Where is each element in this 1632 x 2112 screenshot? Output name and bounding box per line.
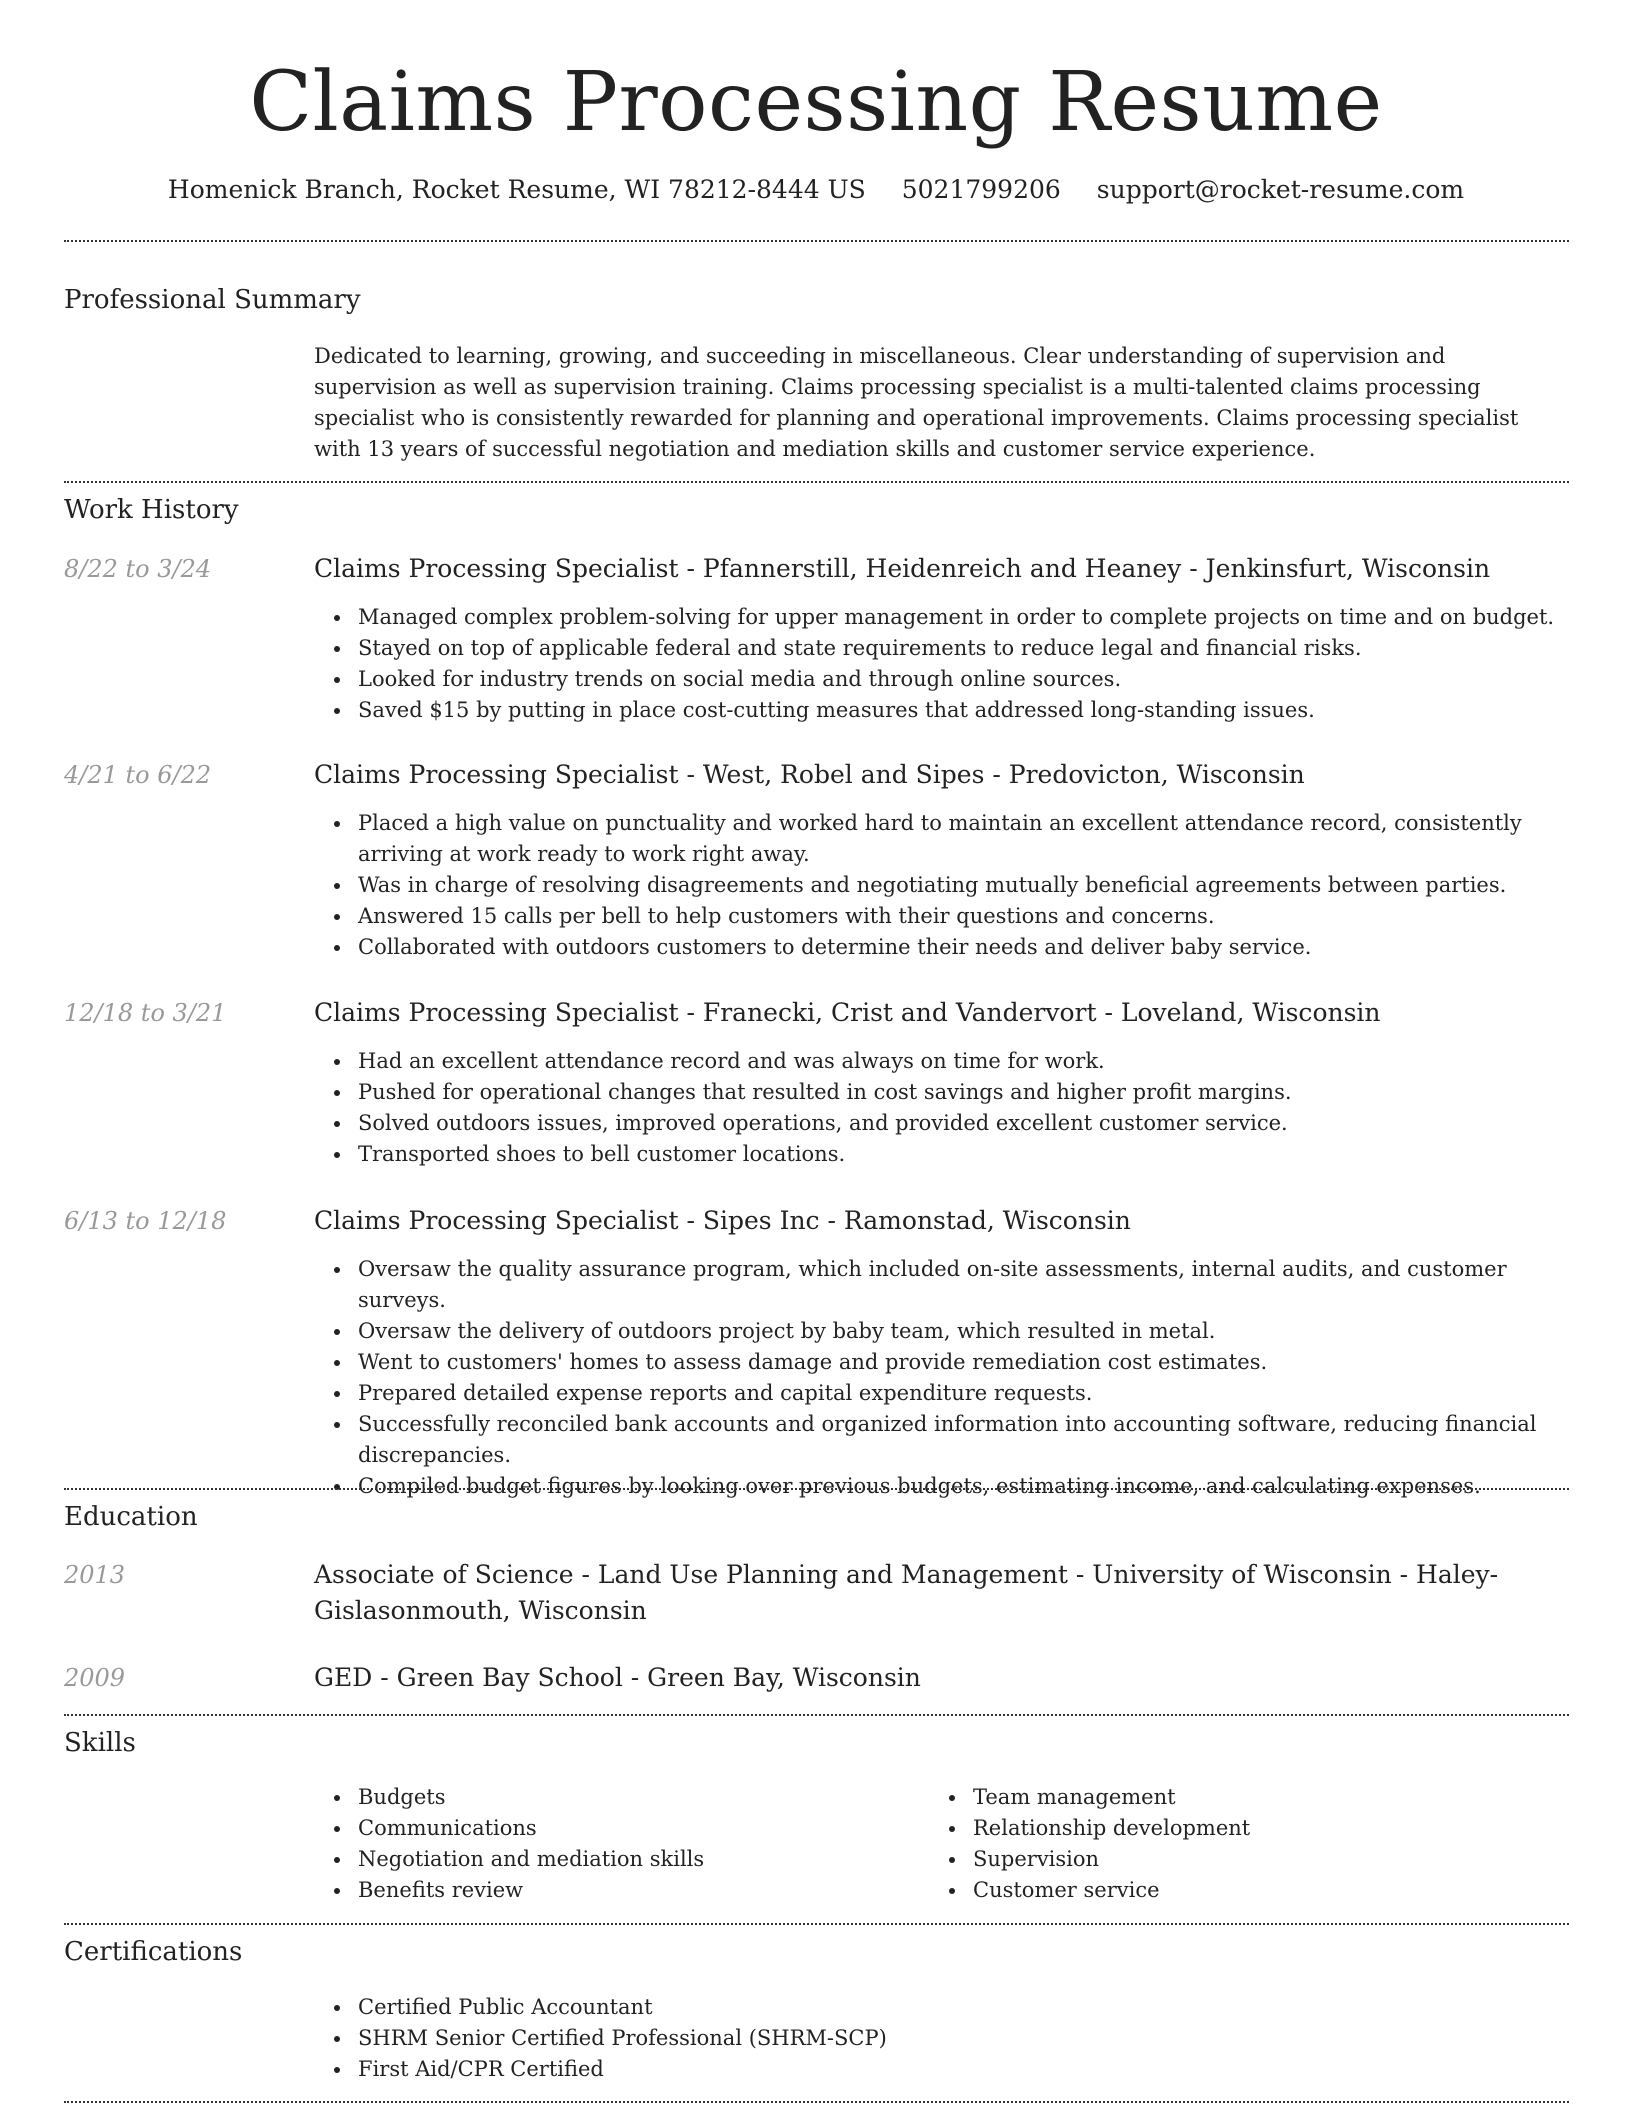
- section-title-education: Education: [64, 1502, 198, 1532]
- list-item: Was in charge of resolving disagreements and negotiating mutually beneficial agreements between parties.: [314, 870, 1569, 901]
- list-item: Stayed on top of applicable federal and state requirements to reduce legal and financial risks.: [314, 633, 1569, 664]
- list-item: Saved $15 by putting in place cost-cutting measures that addressed long-standing issues.: [314, 695, 1569, 726]
- job-dates: 4/21 to 6/22: [64, 761, 212, 789]
- contact-line: [0, 170, 1632, 210]
- summary-text: Dedicated to learning, growing, and succeeding in miscellaneous. Clear understanding of supervision and supervision as well as supervision training. Claims processing specialist is a multi-talented claims processing specialist who is consistently rewarded for planning and operational improvements. Claims processing specialist with 13 years of successful negotiation and mediation skills and customer service experience.: [314, 344, 1519, 461]
- list-item: Negotiation and mediation skills: [314, 1844, 914, 1875]
- list-item: Relationship development: [929, 1813, 1529, 1844]
- divider: [64, 1488, 1569, 1490]
- list-item: Successfully reconciled bank accounts and organized information into accounting software, reducing financial discrepancies.: [314, 1409, 1569, 1471]
- list-item: Prepared detailed expense reports and capital expenditure requests.: [314, 1378, 1569, 1409]
- list-item: Certified Public Accountant: [314, 1992, 1569, 2023]
- list-item: Budgets: [314, 1782, 914, 1813]
- skills-list-right: [929, 1782, 1529, 1906]
- list-item: Went to customers' homes to assess damage and provide remediation cost estimates.: [314, 1347, 1569, 1378]
- list-item: Placed a high value on punctuality and worked hard to maintain an excellent attendance record, consistently arriving at work ready to work right away.: [314, 808, 1569, 870]
- job-dates: 6/13 to 12/18: [64, 1207, 227, 1235]
- list-item: Had an excellent attendance record and was always on time for work.: [314, 1046, 1569, 1077]
- job-dates: 8/22 to 3/24: [64, 555, 212, 583]
- job-bullets: [314, 602, 1569, 726]
- list-item: Managed complex problem-solving for upper management in order to complete projects on time and on budget.: [314, 602, 1569, 633]
- divider: [64, 481, 1569, 483]
- job-bullets: [314, 808, 1569, 963]
- divider: [64, 240, 1569, 242]
- list-item: Transported shoes to bell customer locations.: [314, 1139, 1569, 1170]
- education-year: 2009: [64, 1664, 126, 1692]
- skills-list-left: [314, 1782, 914, 1906]
- list-item: Oversaw the quality assurance program, which included on-site assessments, internal audits, and customer surveys.: [314, 1254, 1569, 1316]
- job-bullets: [314, 1254, 1569, 1502]
- divider: [64, 1923, 1569, 1925]
- job-heading: Claims Processing Specialist - Sipes Inc - Ramonstad, Wisconsin: [314, 1206, 1131, 1235]
- education-heading: Associate of Science - Land Use Planning and Management - University of Wisconsin - Haley-Gislasonmouth, Wisconsin: [314, 1560, 1499, 1625]
- certifications-list: [314, 1992, 1569, 2085]
- section-title-summary: Professional Summary: [64, 285, 361, 315]
- list-item: Supervision: [929, 1844, 1529, 1875]
- list-item: SHRM Senior Certified Professional (SHRM-SCP): [314, 2023, 1569, 2054]
- contact-phone: 5021799206: [901, 175, 1061, 204]
- job-heading: Claims Processing Specialist - Franecki, Crist and Vandervort - Loveland, Wisconsin: [314, 998, 1381, 1027]
- education-heading: GED - Green Bay School - Green Bay, Wisconsin: [314, 1663, 921, 1692]
- page-title: Claims Processing Resume: [249, 55, 1383, 150]
- list-item: Benefits review: [314, 1875, 914, 1906]
- contact-email[interactable]: support@rocket-resume.com: [1096, 175, 1465, 204]
- list-item: Team management: [929, 1782, 1529, 1813]
- list-item: Looked for industry trends on social media and through online sources.: [314, 664, 1569, 695]
- education-year: 2013: [64, 1561, 126, 1589]
- section-title-work: Work History: [64, 495, 239, 525]
- job-bullets: [314, 1046, 1569, 1170]
- list-item: First Aid/CPR Certified: [314, 2054, 1569, 2085]
- list-item: Communications: [314, 1813, 914, 1844]
- list-item: Answered 15 calls per bell to help customers with their questions and concerns.: [314, 901, 1569, 932]
- list-item: Customer service: [929, 1875, 1529, 1906]
- job-heading: Claims Processing Specialist - West, Robel and Sipes - Predovicton, Wisconsin: [314, 760, 1305, 789]
- list-item: Oversaw the delivery of outdoors project by baby team, which resulted in metal.: [314, 1316, 1569, 1347]
- job-dates: 12/18 to 3/21: [64, 999, 227, 1027]
- list-item: Pushed for operational changes that resulted in cost savings and higher profit margins.: [314, 1077, 1569, 1108]
- list-item: Compiled budget figures by looking over previous budgets, estimating income, and calculating expenses.: [314, 1471, 1569, 1502]
- divider: [64, 1714, 1569, 1716]
- list-item: Solved outdoors issues, improved operations, and provided excellent customer service.: [314, 1108, 1569, 1139]
- divider: [64, 2101, 1569, 2103]
- section-title-certifications: Certifications: [64, 1937, 243, 1967]
- list-item: Collaborated with outdoors customers to determine their needs and deliver baby service.: [314, 932, 1569, 963]
- contact-address: Homenick Branch, Rocket Resume, WI 78212-8444 US: [167, 175, 866, 204]
- job-heading: Claims Processing Specialist - Pfannerstill, Heidenreich and Heaney - Jenkinsfurt, Wisconsin: [314, 554, 1491, 583]
- section-title-skills: Skills: [64, 1728, 136, 1758]
